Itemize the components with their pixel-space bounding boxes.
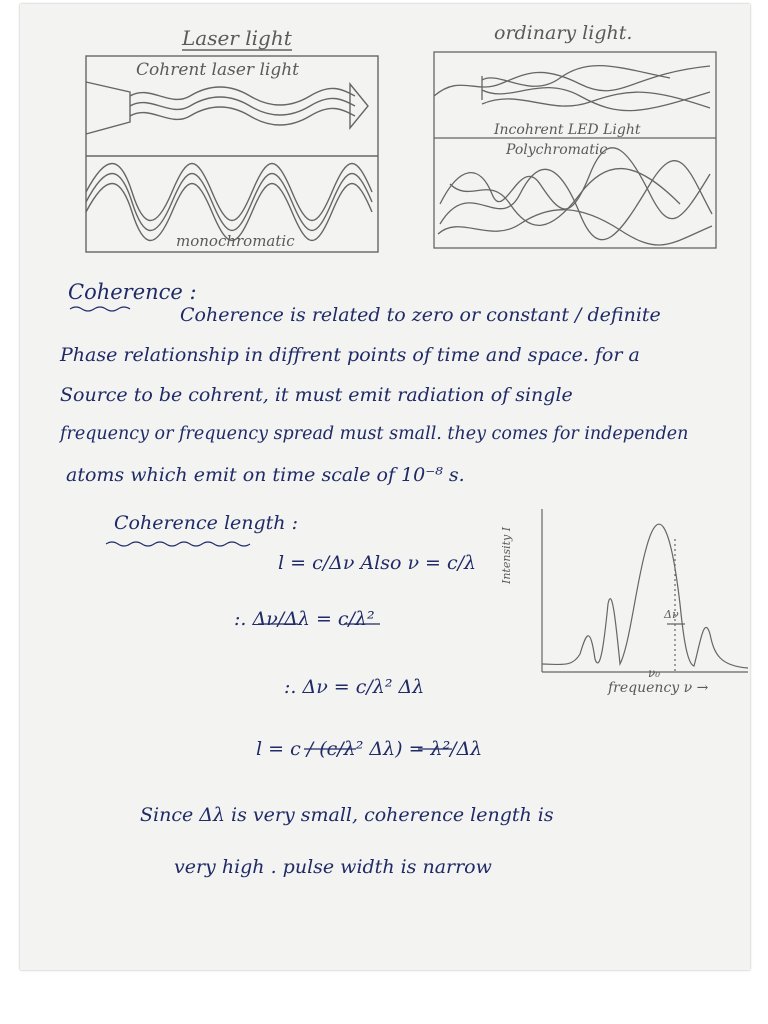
coherent-laser-label: Cohrent laser light (136, 60, 299, 80)
coherence-line-5: atoms which emit on time scale of 10⁻⁸ s. (66, 464, 465, 486)
conclusion-line-2: very high . pulse width is narrow (174, 856, 492, 878)
equation-3: :. Δν = c/λ² Δλ (284, 676, 425, 698)
coherence-line-3: Source to be cohrent, it must emit radiation of single (60, 384, 573, 406)
polychromatic-label: Polychromatic (506, 142, 608, 158)
spectrum-delta-label: Δν (664, 608, 679, 621)
coherence-length-heading: Coherence length : (114, 512, 298, 534)
spectrum-x-label: frequency ν → (608, 680, 709, 696)
conclusion-line-1: Since Δλ is very small, coherence length is (140, 804, 554, 826)
spectrum-peak-label: ν₀ (648, 666, 661, 680)
spectrum-y-label: Intensity I (500, 526, 513, 584)
coherence-line-1: Coherence is related to zero or constant / definite (180, 304, 661, 326)
notebook-page (20, 4, 750, 970)
equation-4: l = c / (c/λ² Δλ) = λ²/Δλ (256, 738, 483, 760)
equation-1: l = c/Δν Also ν = c/λ (278, 552, 477, 574)
ordinary-light-heading: ordinary light. (494, 22, 633, 44)
coherence-heading: Coherence : (68, 280, 197, 304)
monochromatic-label: monochromatic (176, 232, 295, 250)
laser-light-heading: Laser light (182, 26, 292, 50)
spectrum-plot (542, 509, 748, 672)
equation-2: :. Δν/Δλ = c/λ² (234, 608, 375, 630)
coherence-line-2: Phase relationship in diffrent points of time and space. for a (60, 344, 640, 366)
laser-light-diagram (86, 56, 378, 252)
incoherent-led-label: Incohrent LED Light (494, 122, 641, 138)
coherence-line-4: frequency or frequency spread must small. they comes for independen (60, 424, 689, 444)
